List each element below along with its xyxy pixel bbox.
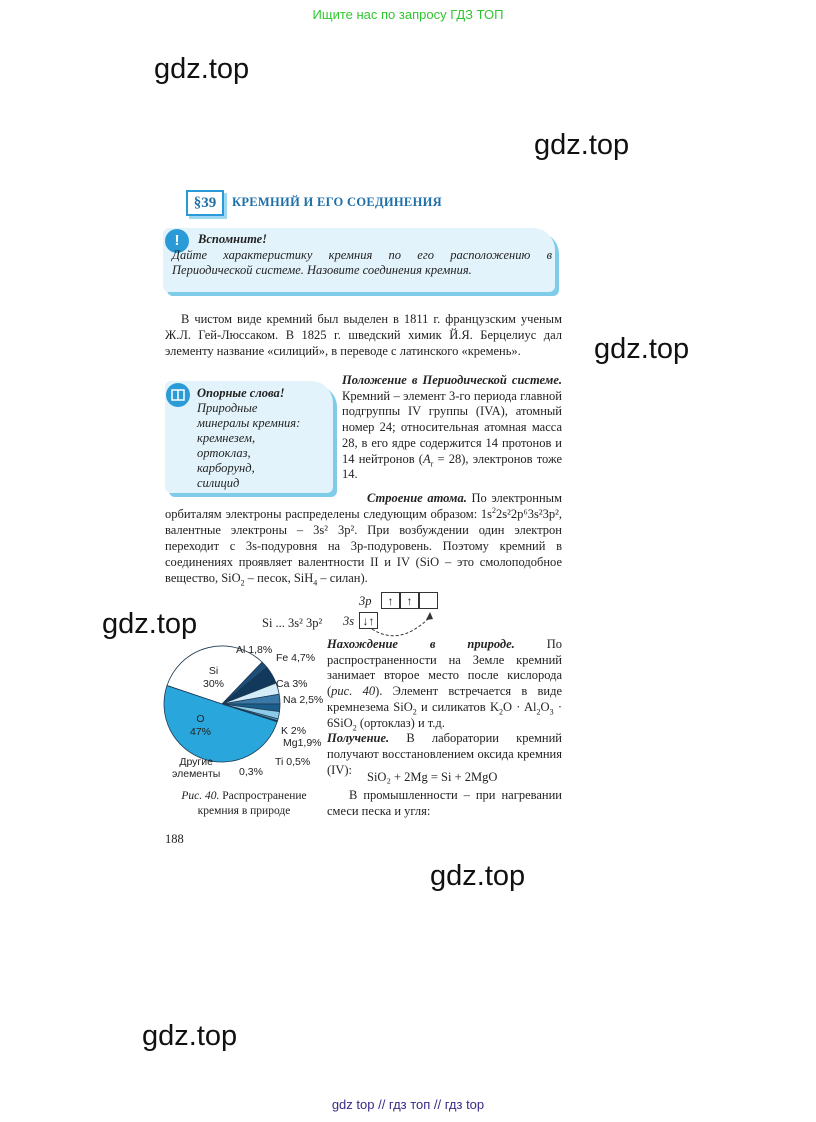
obtaining-text: В лаборатории кремний получают восстановлением оксида кремния (IV):: [327, 731, 562, 777]
pie-label-o: O 47%: [190, 713, 212, 738]
ar-symbol: A: [422, 451, 431, 466]
pie-label-ti: Ti 0,5%: [275, 756, 311, 768]
nature-text: По распространенности на Земле кремний занимает второе место после кислорода (: [327, 637, 563, 699]
pie-label-si: Si 30%: [203, 665, 225, 690]
label-3s: 3s: [343, 614, 355, 628]
keyword-line: Природные: [197, 401, 258, 415]
remember-title: Вспомните!: [198, 232, 268, 246]
pie-label-other: Другие элементы: [172, 756, 221, 780]
figure-ref: рис. 40: [331, 684, 376, 699]
nature-text-3: и силикатов K: [416, 699, 499, 714]
position-text-end: = 28), электронов тоже 14.: [342, 451, 562, 482]
watermark: gdz.top: [534, 129, 630, 161]
position-text: Кремний – элемент 3-го периода главной подгруппы IV группы (IVA), атомный номер 24; относительная атомная масса 28, в его ядре содержится 14 протонов и 14 нейтронов (: [342, 388, 562, 466]
electron-formula: 2s²2p⁶3s²3p²: [496, 507, 559, 521]
keyword-line: силицид: [197, 476, 240, 490]
watermark: gdz.top: [102, 608, 198, 640]
nature-text-7: (ортоклаз) и т.д.: [356, 715, 445, 730]
nature-text-6: · 6SiO: [327, 699, 562, 730]
orbital-cell-3s: ↓↑: [359, 612, 378, 629]
watermark: gdz.top: [594, 333, 690, 365]
position-heading: Положение в Периодической системе.: [342, 373, 562, 387]
figure-caption: [165, 789, 323, 819]
page-number: 188: [165, 832, 184, 846]
structure-text: По электронным орбиталям электроны распределены следующим образом: 1s: [165, 491, 562, 521]
section-number: §39: [186, 190, 224, 216]
industry-text: В промышленности – при нагревании смеси песка и угля:: [327, 788, 562, 818]
nature-text-2: ). Элемент встречается в виде кремнезема SiO: [327, 684, 562, 714]
top-search-link[interactable]: Ищите нас по запросу ГДЗ ТОП: [312, 7, 504, 22]
structure-paragraph: Строение атома. По электронным орбиталям электроны распределены следующим образом: $1s^22s^22p^63s^23p^2$, валентные электроны – 3s² 3p². При возбуждении один электрон переходит с 3s-подуровня на 3p-подуровень. Поэтому кремний в соединениях проявляет валентности II и IV (SiO – это смолоподобное вещество, SiO$_2$ – песок, SiH$_4$ – силан).: [165, 491, 562, 588]
orbital-cell-3p: ↑: [400, 592, 419, 609]
section-title: КРЕМНИЙ И ЕГО СОЕДИНЕНИЯ: [232, 195, 442, 209]
pie-label-fe: Fe 4,7%: [276, 652, 316, 664]
structure-heading: Строение атома.: [367, 491, 467, 505]
keyword-line: карборунд,: [197, 461, 255, 475]
nature-paragraph: Нахождение в природе. По распространенности на Земле кремний занимает второе место после кислорода (рис. 40). Элемент встречается в виде кремнезема SiO$_2$ и силикатов $K_2O \cdot Al_2O_3 \cdot 6SiO_2$ (ортоклаз) и т.д. Получение. В лаборатории кремний получают восстановлением оксида кремния (IV):: [327, 637, 563, 777]
watermark: gdz.top: [142, 1020, 238, 1052]
keyword-line: кремнезем,: [197, 431, 256, 445]
label-3p: 3p: [359, 594, 372, 608]
ar-subscript: r: [430, 459, 434, 469]
nature-text-4: O · Al: [503, 699, 537, 714]
footer-links[interactable]: gdz top // гдз топ // гдз top: [331, 1097, 485, 1112]
keywords-list: [197, 401, 332, 491]
structure-text-2: , валентные электроны – 3s² 3p². При возбуждении один электрон переходит с 3s-подуровня на 3p-подуровень. Поэтому кремний в соединениях проявляет валентности II и IV (SiO – это смолоподобное вещество, SiO: [165, 507, 562, 585]
exclamation-icon: !: [165, 229, 189, 253]
sio2-subscript: 2: [240, 578, 245, 588]
structure-text-3: – песок, SiH: [244, 571, 314, 585]
orbital-config: Si ... 3s² 3p²: [262, 616, 323, 630]
nature-text-5: O: [540, 699, 550, 714]
keyword-line: ортоклаз,: [197, 446, 251, 460]
pie-label-k: K 2%: [281, 725, 307, 737]
orbital-cell-3p: ↑: [381, 592, 400, 609]
caption-ref: Рис. 40.: [181, 790, 220, 802]
caption-text: Распространение кремния в природе: [197, 790, 307, 817]
remember-text: Дайте характеристику кремния по его расположению в Периодической системе. Назовите соединения кремния.: [172, 248, 552, 277]
book-icon: [166, 383, 190, 407]
nature-heading: Нахождение в природе.: [327, 637, 515, 651]
orbital-cell-3p: [419, 592, 438, 609]
reaction-equation: SiO₂ + 2Mg = Si + 2MgO: [367, 770, 498, 784]
keywords-title: Опорные слова!: [197, 386, 285, 400]
sih4-subscript: 4: [313, 578, 318, 588]
pie-label-other-value: 0,3%: [239, 766, 263, 778]
obtaining-heading: Получение.: [327, 731, 390, 746]
position-paragraph: [342, 373, 562, 483]
pie-label-al: Al 1,8%: [236, 644, 273, 656]
pie-label-mg: Mg1,9%: [283, 737, 322, 749]
intro-paragraph: В чистом виде кремний был выделен в 1811 г. французским ученым Ж.Л. Гей-Люссаком. В 1825 г. шведский химик Й.Я. Берцелиус дал элементу название «силиций», в переводе с латинского «кремень».: [165, 312, 562, 358]
pie-label-na: Na 2,5%: [283, 694, 324, 706]
keyword-line: минералы кремния:: [197, 416, 301, 430]
structure-text-4: – силан).: [317, 571, 368, 585]
watermark: gdz.top: [154, 53, 250, 85]
pie-label-ca: Ca 3%: [276, 678, 308, 690]
watermark: gdz.top: [430, 860, 526, 892]
